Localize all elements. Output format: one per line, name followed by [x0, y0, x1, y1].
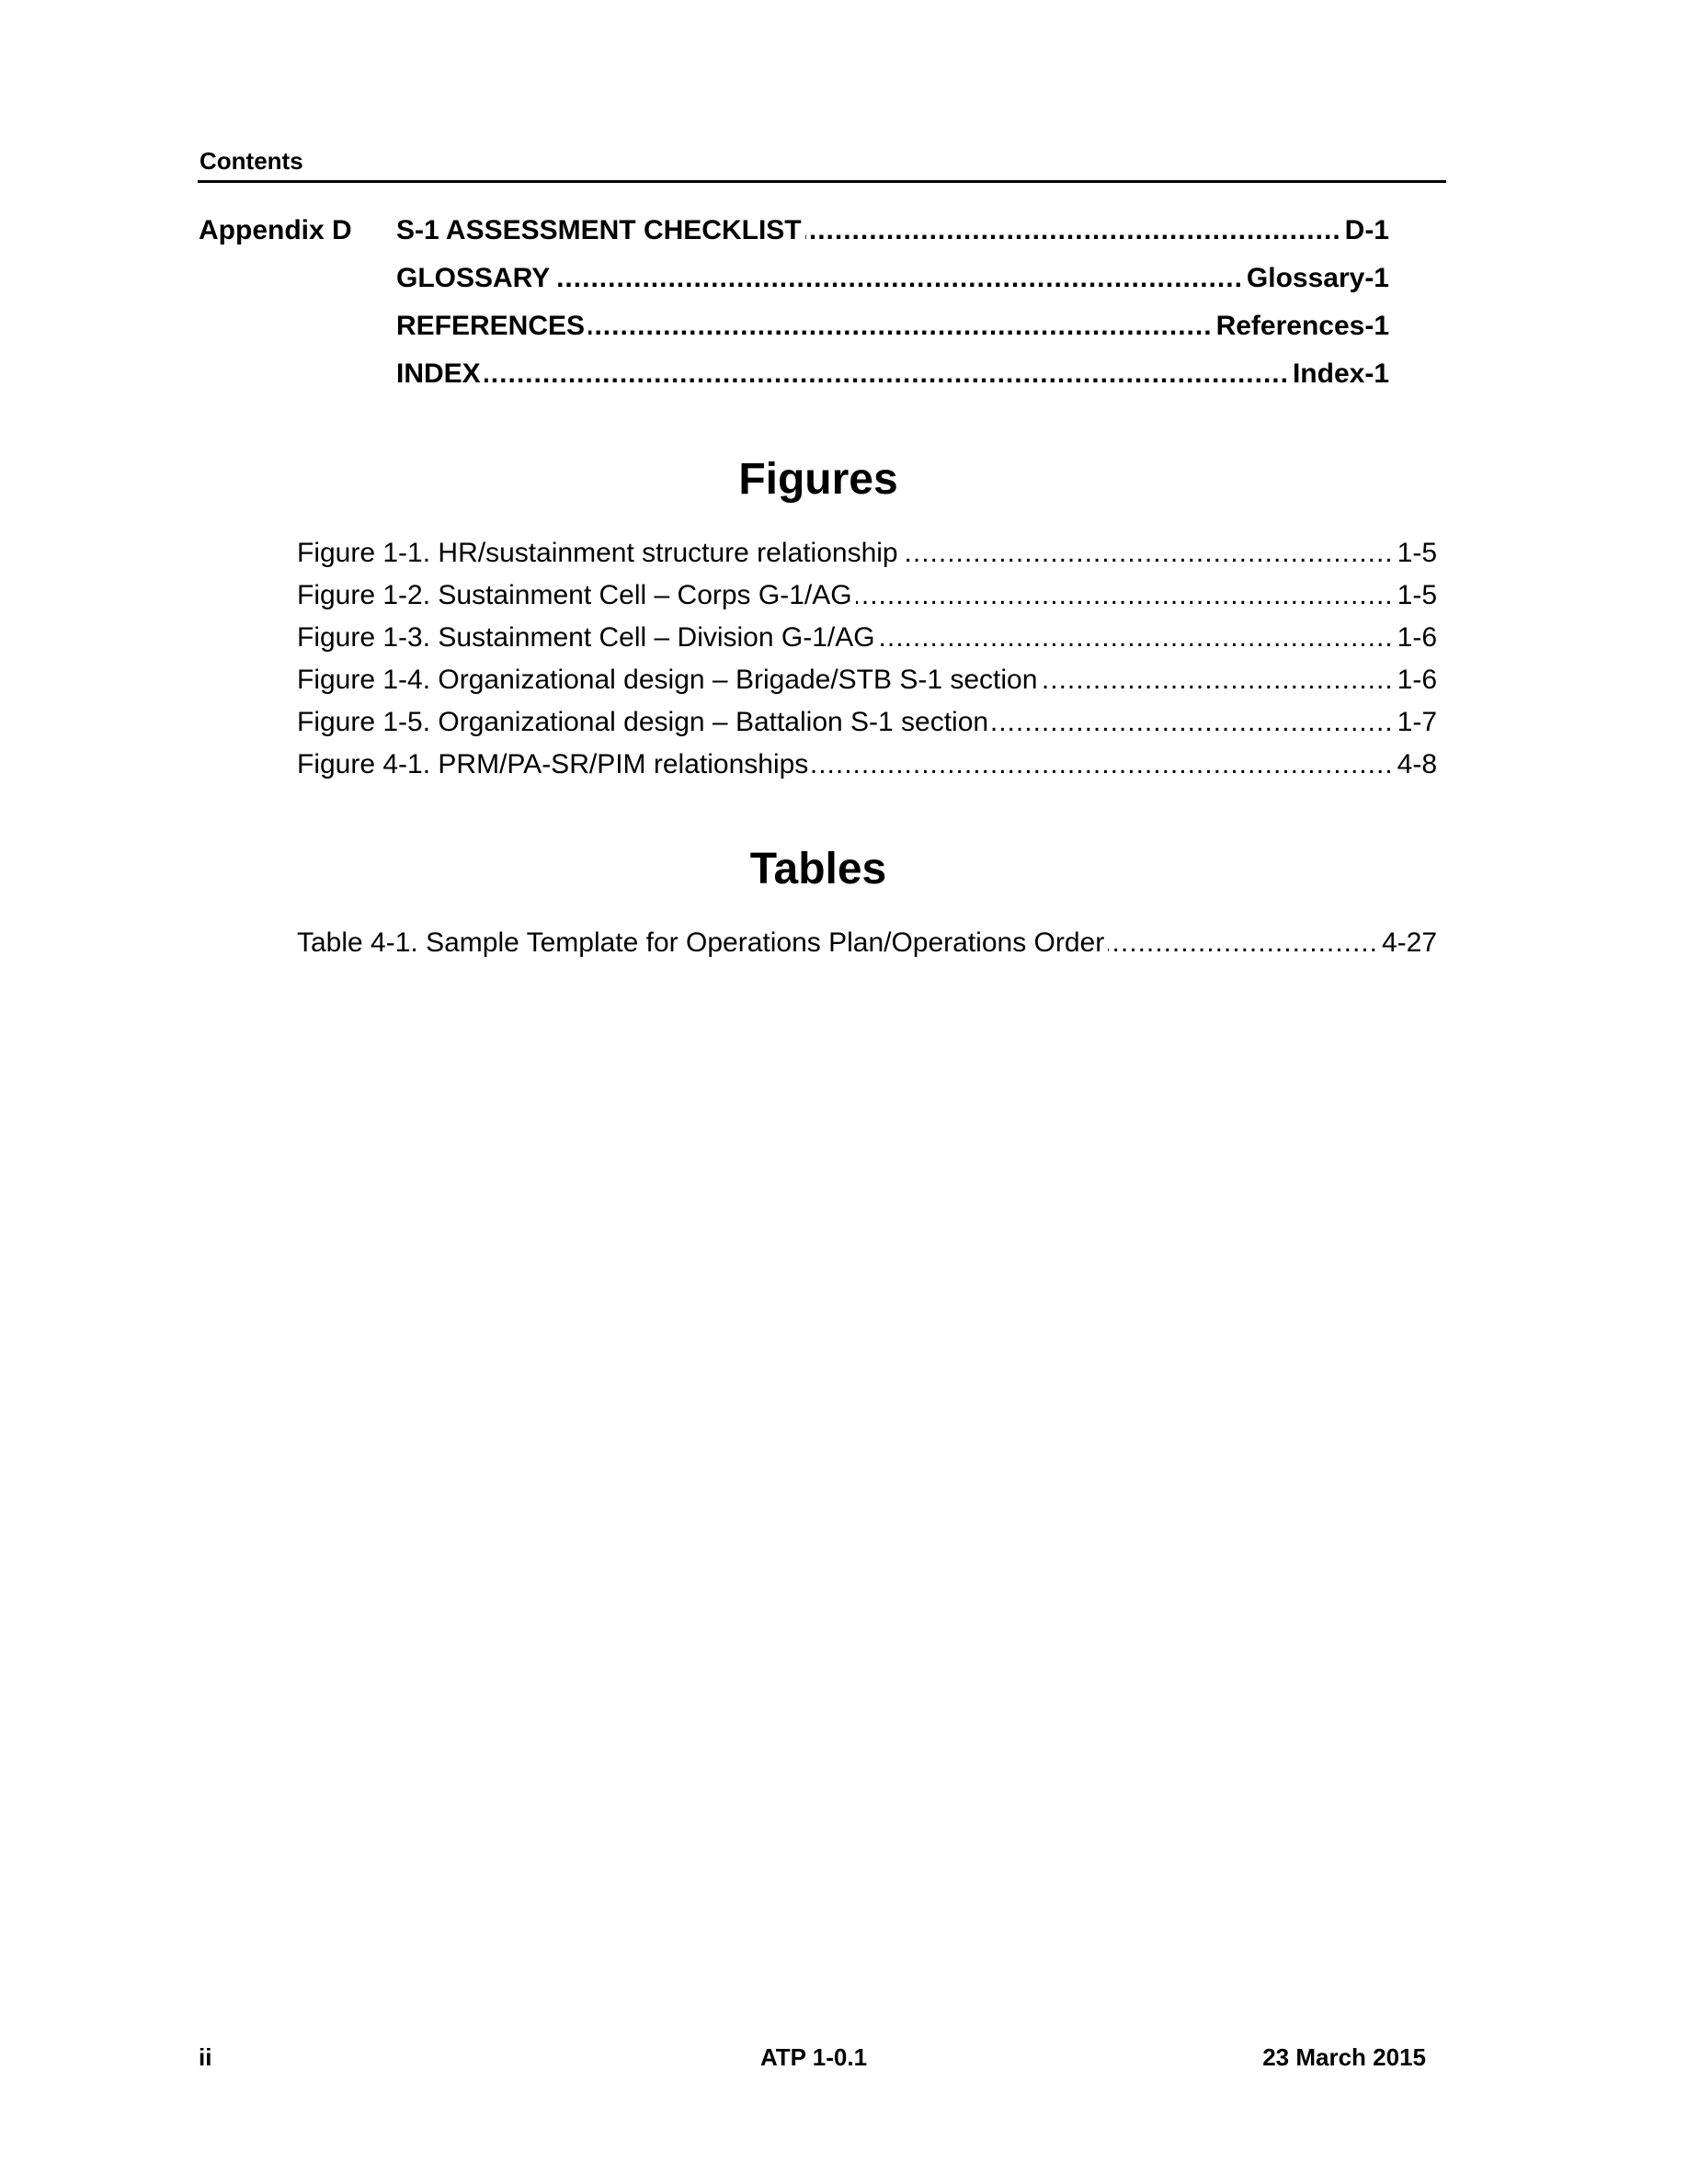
- figure-list-item[interactable]: [297, 706, 1437, 739]
- toc-entry-page: D-1: [1344, 215, 1389, 245]
- dot-leader: [1041, 664, 1393, 697]
- dot-leader: [992, 706, 1394, 739]
- footer-page-number: ii: [199, 2043, 212, 2071]
- running-header: [198, 147, 1446, 183]
- figure-title: Figure 1-4. Organizational design – Brigade/STB S-1 section: [297, 665, 1038, 695]
- appendix-label: Appendix D: [199, 215, 352, 245]
- footer-date: 23 March 2015: [1262, 2043, 1426, 2071]
- figure-list-item[interactable]: [297, 621, 1437, 654]
- footer-publication: ATP 1-0.1: [759, 2043, 868, 2071]
- figure-page: 4-8: [1397, 749, 1437, 779]
- figure-title: Figure 1-1. HR/sustainment structure relationship: [297, 538, 898, 568]
- figure-list-item[interactable]: [297, 537, 1437, 570]
- figure-title: Figure 1-2. Sustainment Cell – Corps G-1/AG: [297, 580, 852, 610]
- dot-leader: [805, 214, 1341, 247]
- dot-leader: [812, 748, 1393, 781]
- figure-page: 1-5: [1397, 538, 1437, 568]
- figure-title: Figure 1-3. Sustainment Cell – Division G-1/AG: [297, 622, 875, 653]
- figure-page: 1-6: [1397, 622, 1437, 653]
- toc-entry-title: INDEX: [396, 358, 481, 389]
- toc-entry-s1-assessment-checklist[interactable]: [396, 214, 1389, 247]
- tables-heading: Tables: [749, 845, 887, 893]
- toc-entry-page: Index-1: [1292, 358, 1389, 389]
- toc-entry-references[interactable]: [396, 310, 1389, 343]
- table-page: 4-27: [1381, 927, 1437, 958]
- toc-entry-glossary[interactable]: [396, 262, 1389, 295]
- figure-title: Figure 4-1. PRM/PA-SR/PIM relationships: [297, 749, 809, 779]
- table-list-item[interactable]: [297, 927, 1437, 960]
- dot-leader: [879, 621, 1394, 654]
- dot-leader: [553, 262, 1243, 295]
- toc-entry-index[interactable]: [396, 358, 1389, 391]
- toc-entry-title: S-1 ASSESSMENT CHECKLIST: [396, 215, 802, 245]
- figure-page: 1-7: [1397, 707, 1437, 737]
- toc-entry-title: REFERENCES: [396, 311, 586, 341]
- dot-leader: [902, 537, 1394, 570]
- dot-leader: [1108, 927, 1378, 960]
- dot-leader: [588, 310, 1213, 343]
- running-header-title: Contents: [200, 147, 303, 175]
- toc-entry-page: References-1: [1215, 311, 1389, 341]
- toc-entry-title: GLOSSARY: [396, 263, 551, 293]
- figure-list-item[interactable]: [297, 579, 1437, 612]
- figures-heading: Figures: [738, 455, 898, 504]
- figure-page: 1-5: [1397, 580, 1437, 610]
- figure-list-item[interactable]: [297, 664, 1437, 697]
- figure-title: Figure 1-5. Organizational design – Battalion S-1 section: [297, 707, 989, 737]
- figure-page: 1-6: [1397, 665, 1437, 695]
- figure-list-item[interactable]: [297, 748, 1437, 781]
- dot-leader: [485, 358, 1289, 391]
- table-title: Table 4-1. Sample Template for Operations Plan/Operations Order: [297, 927, 1105, 958]
- toc-entry-page: Glossary-1: [1246, 263, 1389, 293]
- dot-leader: [856, 579, 1394, 612]
